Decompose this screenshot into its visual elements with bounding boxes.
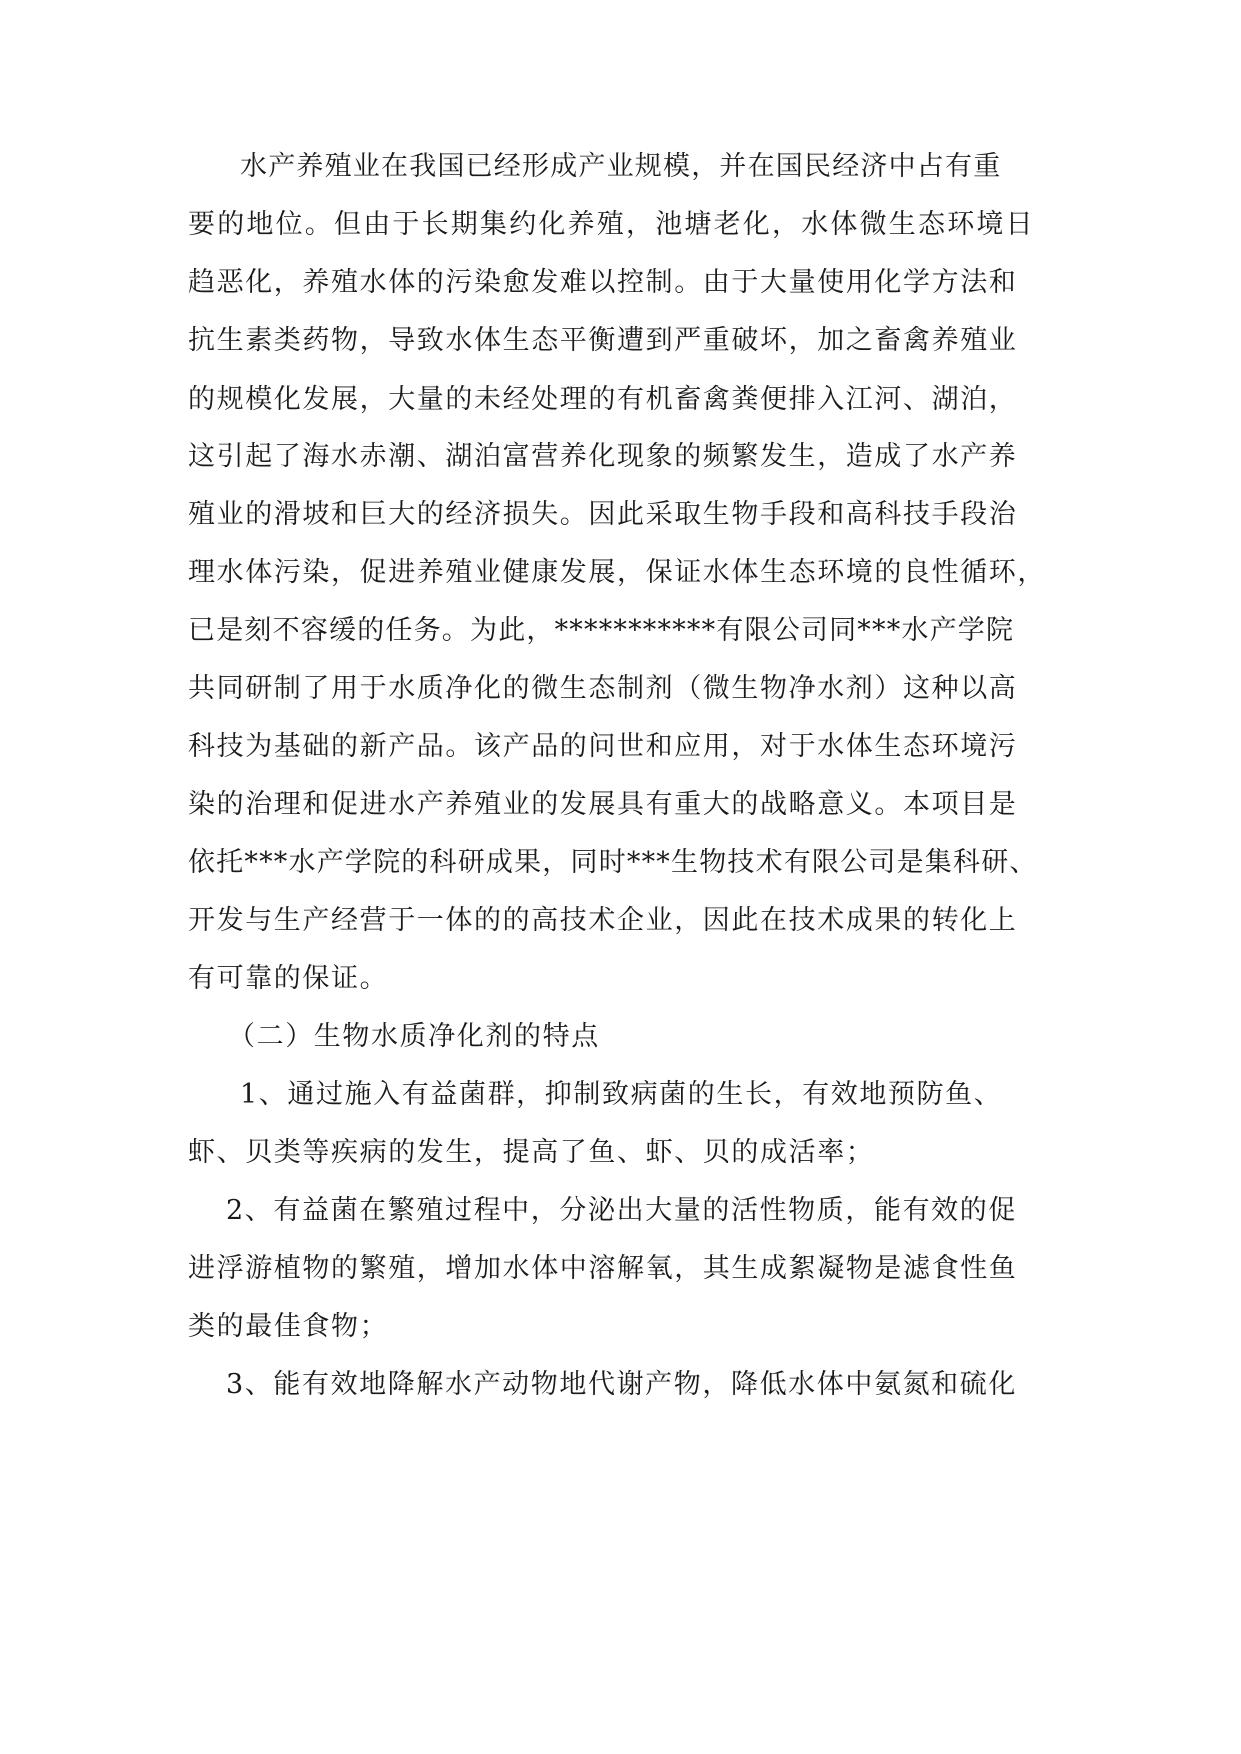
paragraph-line: 抗生素类药物，导致水体生态平衡遭到严重破坏，加之畜禽养殖业 xyxy=(188,325,1018,356)
paragraph-line: 共同研制了用于水质净化的微生态制剂（微生物净水剂）这种以高 xyxy=(188,673,1018,704)
list-item-line: 2、有益菌在繁殖过程中，分泌出大量的活性物质，能有效的促 xyxy=(226,1195,1017,1226)
paragraph-line: 趋恶化，养殖水体的污染愈发难以控制。由于大量使用化学方法和 xyxy=(188,267,1018,298)
list-item-line: 虾、贝类等疾病的发生，提高了鱼、虾、贝的成活率； xyxy=(188,1137,875,1168)
paragraph-line: 水产养殖业在我国已经形成产业规模，并在国民经济中占有重 xyxy=(240,151,1002,182)
paragraph-line: 科技为基础的新产品。该产品的问世和应用，对于水体生态环境污 xyxy=(188,731,1018,762)
list-item-line: 1、通过施入有益菌群，抑制致病菌的生长，有效地预防鱼、 xyxy=(240,1079,1003,1110)
paragraph-line: 依托***水产学院的科研成果，同时***生物技术有限公司是集科研、 xyxy=(188,847,1038,878)
paragraph-line: 理水体污染，促进养殖业健康发展，保证水体生态环境的良性循环， xyxy=(188,557,1046,588)
list-item-line: 3、能有效地降解水产动物地代谢产物，降低水体中氨氮和硫化 xyxy=(226,1369,1017,1400)
paragraph-line: 要的地位。但由于长期集约化养殖，池塘老化，水体微生态环境日 xyxy=(188,209,1035,240)
list-item-line: 进浮游植物的繁殖，增加水体中溶解氧，其生成絮凝物是滤食性鱼 xyxy=(188,1253,1018,1284)
paragraph-line: 这引起了海水赤潮、湖泊富营养化现象的频繁发生，造成了水产养 xyxy=(188,441,1018,472)
paragraph-line: 已是刻不容缓的任务。为此，***********有限公司同***水产学院 xyxy=(188,615,1015,646)
paragraph-line: 开发与生产经营于一体的的高技术企业，因此在技术成果的转化上 xyxy=(188,905,1018,936)
section-heading: （二）生物水质净化剂的特点 xyxy=(228,1021,600,1052)
paragraph-line: 的规模化发展，大量的未经处理的有机畜禽粪便排入江河、湖泊， xyxy=(188,384,1018,415)
list-item-line: 类的最佳食物； xyxy=(188,1311,389,1342)
paragraph-line: 有可靠的保证。 xyxy=(188,963,389,994)
paragraph-line: 染的治理和促进水产养殖业的发展具有重大的战略意义。本项目是 xyxy=(188,789,1018,820)
paragraph-line: 殖业的滑坡和巨大的经济损失。因此采取生物手段和高科技手段治 xyxy=(188,499,1018,530)
